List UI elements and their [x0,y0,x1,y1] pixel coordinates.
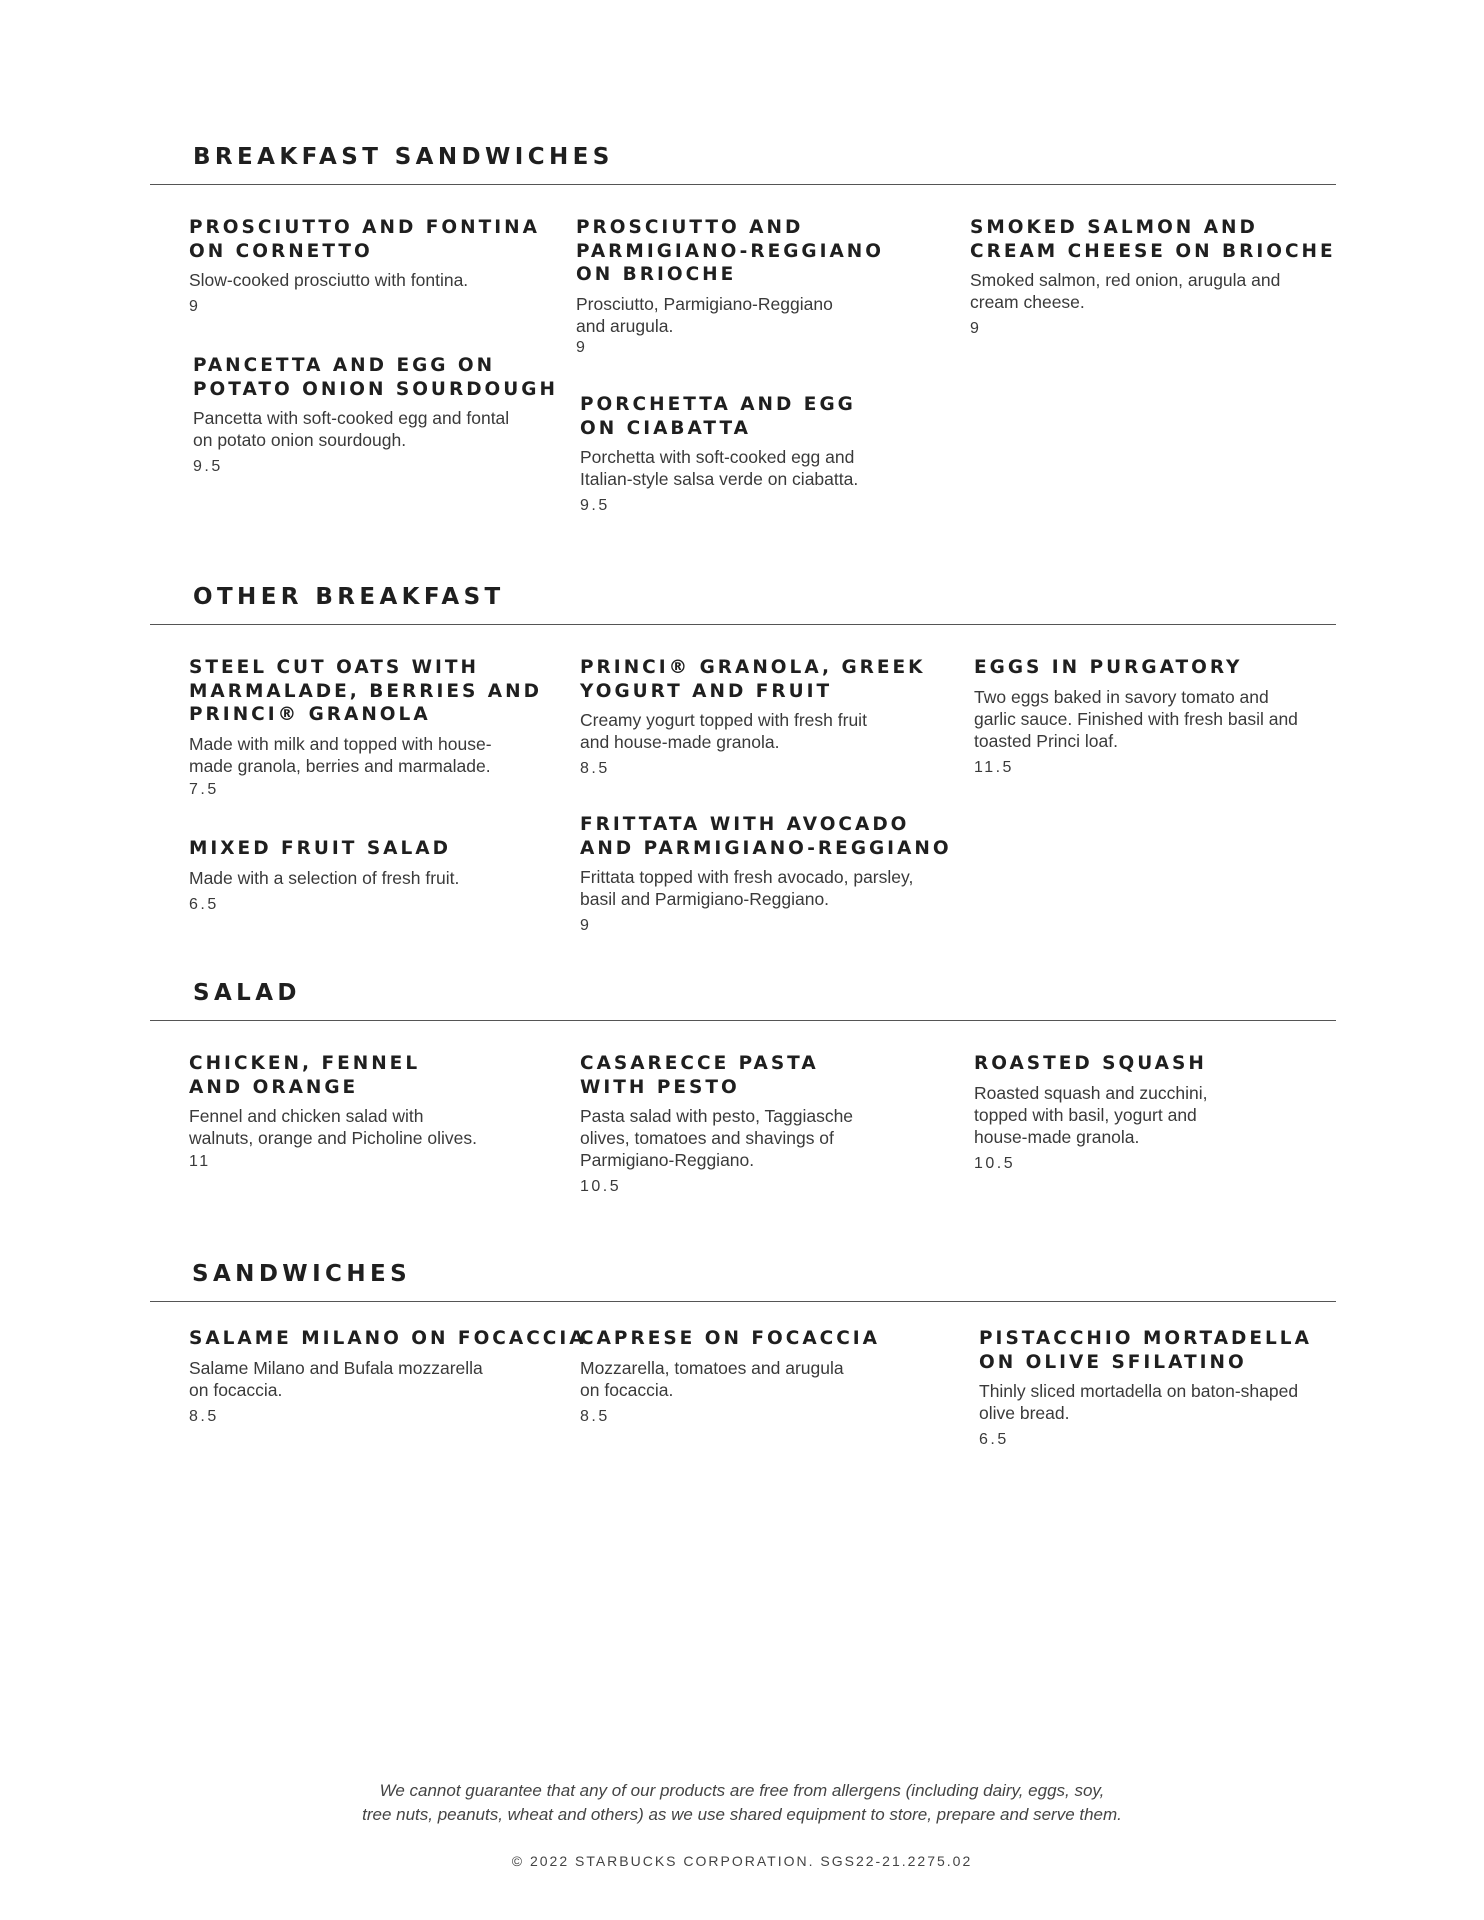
menu-item [193,354,563,476]
item-description: Made with milk and topped with house- made granola, berries and marmalade. [189,733,492,776]
item-price: 8.5 [580,760,610,777]
menu-item [580,393,950,515]
item-name: PROSCIUTTO AND PARMIGIANO-REGGIANO ON BRIOCHE [576,217,884,285]
item-description: Pancetta with soft-cooked egg and fontal on potato onion sourdough. [193,408,510,450]
menu-item [580,656,950,778]
item-description: Frittata topped with fresh avocado, parsley, basil and Parmigiano-Reggiano. [580,867,914,909]
menu-item [580,813,970,935]
item-description: Pasta salad with pesto, Taggiasche olives, tomatoes and shavings of Parmigiano-Reggiano. [580,1106,854,1170]
item-name: CASARECCE PASTA WITH PESTO [580,1053,819,1098]
item-price: 7.5 [189,780,219,798]
section-divider [150,1301,1336,1302]
item-price: 6.5 [189,895,219,913]
menu-item [189,837,559,914]
item-description: Two eggs baked in savory tomato and garlic sauce. Finished with fresh basil and toasted Princi loaf. [974,686,1298,751]
section-divider [150,1020,1336,1021]
item-price: 9 [576,338,588,356]
item-description: Mozzarella, tomatoes and arugula on focaccia. [580,1357,844,1400]
item-name: STEEL CUT OATS WITH MARMALADE, BERRIES AND PRINCI® GRANOLA [189,657,542,725]
menu-item [576,216,946,357]
section-divider [150,184,1336,185]
item-name: PANCETTA AND EGG ON POTATO ONION SOURDOUGH [193,355,558,400]
menu-item [580,1052,950,1196]
item-description: Roasted squash and zucchini, topped with basil, yogurt and house-made granola. [974,1082,1208,1147]
item-price: 9 [970,320,982,337]
section-title-salad: SALAD [193,980,301,1006]
menu-item [974,656,1344,777]
item-name: CAPRESE ON FOCACCIA [580,1328,881,1349]
item-name: ROASTED SQUASH [974,1053,1207,1074]
item-description: Creamy yogurt topped with fresh fruit and house-made granola. [580,710,867,752]
menu-item [974,1052,1344,1173]
item-name: SALAME MILANO ON FOCACCIA [189,1328,587,1349]
menu-item [970,216,1340,338]
item-description: Smoked salmon, red onion, arugula and cream cheese. [970,270,1281,312]
section-title-breakfast-sandwiches: BREAKFAST SANDWICHES [193,144,614,170]
item-name: CHICKEN, FENNEL AND ORANGE [189,1053,421,1098]
item-name: PORCHETTA AND EGG ON CIABATTA [580,394,856,439]
item-price: 9.5 [580,497,610,514]
menu-item [189,216,559,316]
item-price: 9 [580,917,592,934]
item-price: 10.5 [974,1154,1016,1172]
section-title-sandwiches: SANDWICHES [192,1261,412,1287]
section-divider [150,624,1336,625]
menu-item [189,1327,587,1426]
item-name: PISTACCHIO MORTADELLA ON OLIVE SFILATINO [979,1328,1312,1373]
item-price: 6.5 [979,1431,1009,1448]
allergen-disclaimer: We cannot guarantee that any of our products are free from allergens (including dairy, eggs, soy, tree nuts, peanuts, wheat and others) as we use shared equipment to store, prepare and serve them. [362,1781,1122,1824]
item-name: FRITTATA WITH AVOCADO AND PARMIGIANO-REGGIANO [580,814,952,859]
item-price: 8.5 [580,1407,610,1425]
item-price: 8.5 [189,1407,219,1425]
item-price: 10.5 [580,1178,622,1195]
item-name: SMOKED SALMON AND CREAM CHEESE ON BRIOCHE [970,217,1336,262]
item-price: 11 [189,1153,211,1170]
item-name: MIXED FRUIT SALAD [189,838,451,859]
menu-item [189,656,559,799]
item-price: 9.5 [193,458,223,475]
item-description: Thinly sliced mortadella on baton-shaped olive bread. [979,1381,1299,1423]
item-description: Prosciutto, Parmigiano-Reggiano and arugula. [576,293,833,336]
item-name: EGGS IN PURGATORY [974,657,1243,678]
section-title-other-breakfast: OTHER BREAKFAST [193,584,505,610]
item-price: 9 [189,298,201,315]
item-name: PROSCIUTTO AND FONTINA ON CORNETTO [189,217,540,262]
copyright-notice: © 2022 STARBUCKS CORPORATION. SGS22-21.2275.02 [511,1853,973,1869]
item-description: Fennel and chicken salad with walnuts, orange and Picholine olives. [189,1106,477,1148]
item-description: Porchetta with soft-cooked egg and Italian-style salsa verde on ciabatta. [580,447,859,489]
item-description: Salame Milano and Bufala mozzarella on focaccia. [189,1357,483,1400]
item-name: PRINCI® GRANOLA, GREEK YOGURT AND FRUIT [580,657,926,702]
menu-item [580,1327,950,1426]
menu-item [979,1327,1349,1449]
menu-item [189,1052,559,1171]
item-price: 11.5 [974,758,1014,776]
item-description: Made with a selection of fresh fruit. [189,867,460,888]
item-description: Slow-cooked prosciutto with fontina. [189,270,469,290]
